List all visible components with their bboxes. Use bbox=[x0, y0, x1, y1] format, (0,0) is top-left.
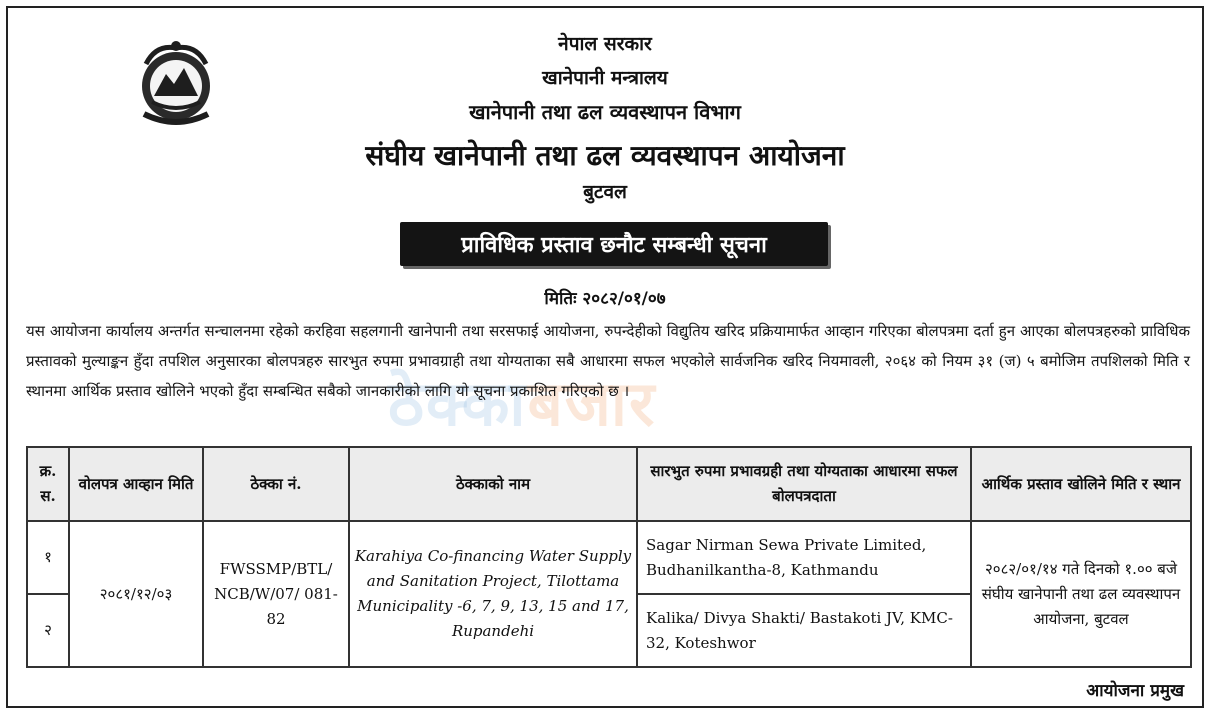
header-location: बुटवल bbox=[583, 181, 627, 203]
notice-document bbox=[6, 6, 1204, 708]
bidder-cell: Sagar Nirman Sewa Private Limited, Budhanilkantha-8, Kathmandu bbox=[637, 521, 971, 594]
header-invite-date: वोलपत्र आव्हान मिति bbox=[69, 447, 203, 521]
table-row bbox=[27, 521, 1191, 594]
header-successful-bidders: सारभुत रुपमा प्रभावग्रही तथा योग्यताका आधारमा सफल बोलपत्रदाता bbox=[637, 447, 971, 521]
contract-no-cell: FWSSMP/BTL/ NCB/W/07/ 081-82 bbox=[203, 521, 349, 667]
bidder-cell: Kalika/ Divya Shakti/ Bastakoti JV, KMC-32, Koteshwor bbox=[637, 594, 971, 667]
notice-date: मितिः २०८२/०१/०७ bbox=[544, 289, 666, 309]
signature-project-chief: आयोजना प्रमुख bbox=[1086, 681, 1184, 701]
header-contract-name: ठेक्काको नाम bbox=[349, 447, 637, 521]
header-contract-no: ठेक्का नं. bbox=[203, 447, 349, 521]
header-project: संघीय खानेपानी तथा ढल व्यवस्थापन आयोजना bbox=[365, 139, 845, 172]
notice-title-banner: प्राविधिक प्रस्ताव छनौट सम्बन्धी सूचना bbox=[400, 222, 828, 266]
notice-body-paragraph: यस आयोजना कार्यालय अन्तर्गत सन्चालनमा रहेको करहिवा सहलगानी खानेपानी तथा सरसफाई आयोजना, रुपन्देहीको विद्युतिय खरिद प्रक्रियामार्फत आव्हान गरिएका बोलपत्रमा दर्ता हुन आएका बोलपत्रहरुको प्राविधिक प्रस्तावको मुल्याङ्कन हुँदा तपशिल अनुसारका बोलपत्रहरु सारभुत रुपमा प्रभावग्राही तथा योग्यताका सबै आधारमा सफल भएकोले सार्वजनिक खरिद नियमावली, २०६४ को नियम ३१ (ज) ५ बमोजिम तपशिलको मिति र स्थानमा आर्थिक प्रस्ताव खोलिने भएको हुँदा सम्बन्धित सबैको जानकारीको लागि यो सूचना प्रकाशित गरिएको छ । bbox=[26, 322, 1190, 400]
watermark-part-2: बजार bbox=[527, 367, 657, 440]
header-opening-date-place: आर्थिक प्रस्ताव खोलिने मिति र स्थान bbox=[971, 447, 1191, 521]
header-ministry: खानेपानी मन्त्रालय bbox=[542, 67, 668, 89]
row-sn: २ bbox=[27, 594, 69, 667]
header-government: नेपाल सरकार bbox=[558, 33, 652, 55]
header-sn: क्र. स. bbox=[27, 447, 69, 521]
table-header-row bbox=[27, 447, 1191, 521]
watermark-part-1: ठेक्का bbox=[388, 367, 528, 440]
header-department: खानेपानी तथा ढल व्यवस्थापन विभाग bbox=[469, 100, 741, 124]
contract-name-cell: Karahiya Co-financing Water Supply and Sanitation Project, Tilottama Municipality -6, 7, 9, 13, 15 and 17, Rupandehi bbox=[349, 521, 637, 667]
row-sn: १ bbox=[27, 521, 69, 594]
bid-results-table bbox=[26, 446, 1192, 668]
invite-date-cell: २०८१/१२/०३ bbox=[69, 521, 203, 667]
opening-date-place-cell: २०८२/०१/१४ गते दिनको १.०० बजे संघीय खानेपानी तथा ढल व्यवस्थापन आयोजना, बुटवल bbox=[971, 521, 1191, 667]
